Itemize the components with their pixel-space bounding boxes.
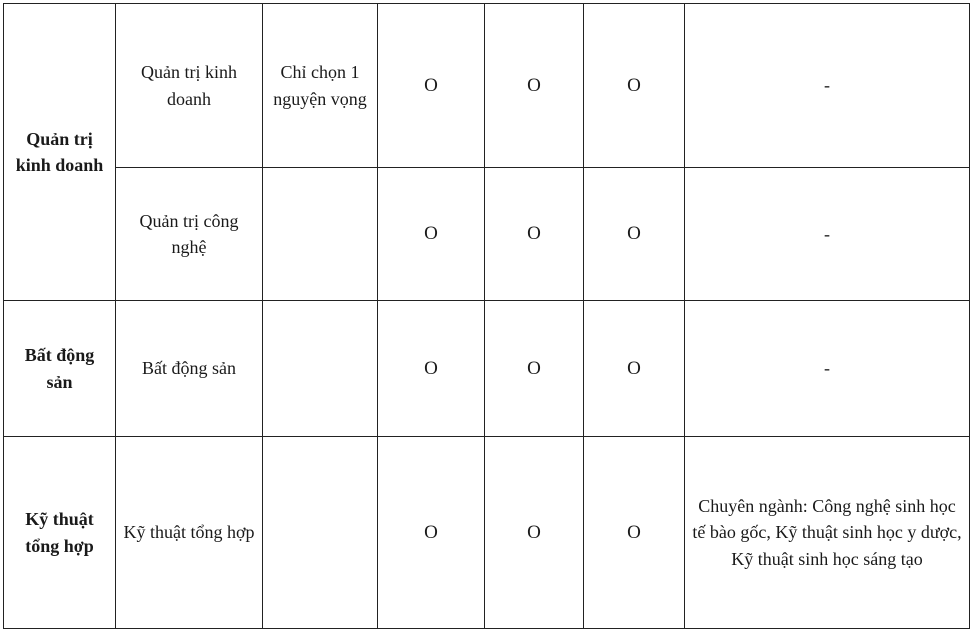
mark-cell: O <box>378 437 485 629</box>
option-cell <box>263 437 378 629</box>
mark-cell: O <box>378 168 485 301</box>
mark-cell: O <box>378 4 485 168</box>
majors-table <box>3 3 970 629</box>
table-row <box>4 168 970 301</box>
option-cell <box>263 168 378 301</box>
note-cell: - <box>685 4 970 168</box>
mark-cell: O <box>485 301 584 437</box>
major-cell: Bất động sản <box>116 301 263 437</box>
major-cell: Kỹ thuật tổng hợp <box>116 437 263 629</box>
mark-cell: O <box>485 168 584 301</box>
major-cell: Quản trị kinh doanh <box>116 4 263 168</box>
group-cell: Quản trị kinh doanh <box>4 4 116 301</box>
mark-cell: O <box>485 4 584 168</box>
group-cell: Kỹ thuật tổng hợp <box>4 437 116 629</box>
mark-cell: O <box>378 301 485 437</box>
major-cell: Quản trị công nghệ <box>116 168 263 301</box>
table-row <box>4 4 970 168</box>
note-cell: Chuyên ngành: Công nghệ sinh học tế bào gốc, Kỹ thuật sinh học y dược, Kỹ thuật sinh học sáng tạo <box>685 437 970 629</box>
mark-cell: O <box>584 4 685 168</box>
table-row <box>4 301 970 437</box>
mark-cell: O <box>584 168 685 301</box>
option-cell: Chỉ chọn 1 nguyện vọng <box>263 4 378 168</box>
option-cell <box>263 301 378 437</box>
note-cell: - <box>685 168 970 301</box>
note-cell: - <box>685 301 970 437</box>
mark-cell: O <box>584 437 685 629</box>
group-cell: Bất động sản <box>4 301 116 437</box>
mark-cell: O <box>485 437 584 629</box>
table-row <box>4 437 970 629</box>
mark-cell: O <box>584 301 685 437</box>
